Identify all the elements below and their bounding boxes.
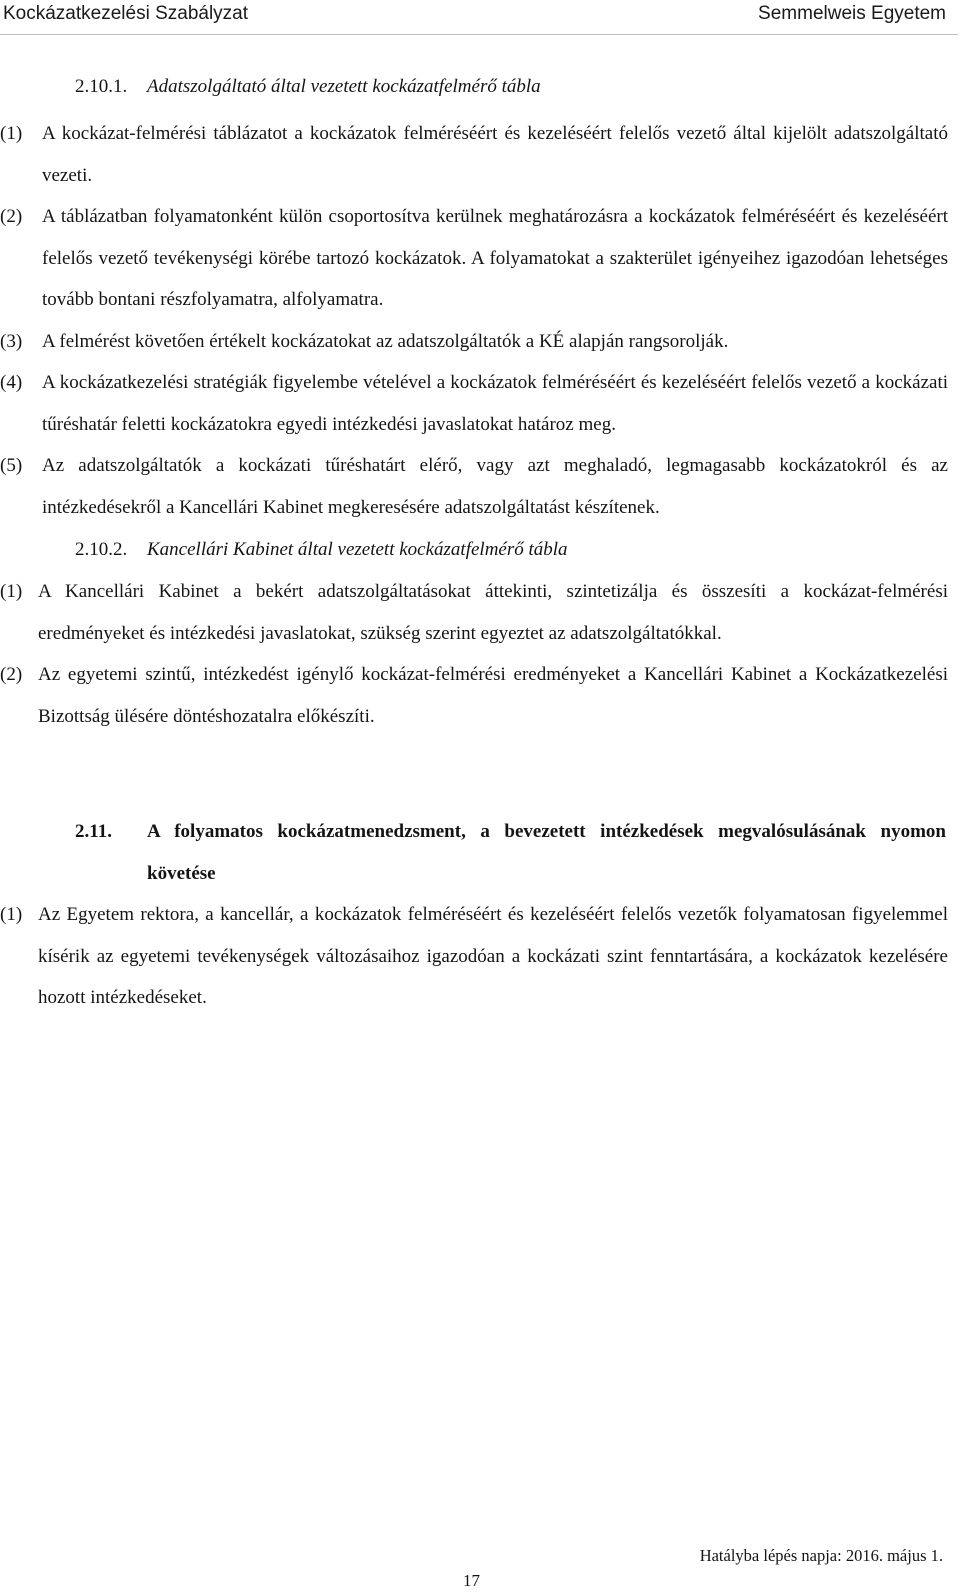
document-body	[0, 62, 960, 1019]
paragraph-marker: (2)	[0, 206, 23, 227]
subsection-title: Adatszolgáltató által vezetett kockázatfelmérő tábla	[147, 76, 541, 97]
subsection-number: 2.10.2.	[75, 539, 128, 560]
paragraph-marker: (2)	[0, 664, 23, 685]
paragraph-text: Az adatszolgáltatók a kockázati tűréshatárt elérő, vagy azt meghaladó, legmagasabb kockázatokról és az intézkedésekről a Kancellári Kabinet megkeresésére adatszolgáltatást készítenek.	[42, 455, 948, 518]
header-divider	[0, 34, 958, 35]
effective-date: Hatályba lépés napja: 2016. május 1.	[699, 1546, 943, 1565]
paragraph-text: A kockázatkezelési stratégiák figyelembe vételével a kockázatok felméréséért és kezeléséért felelős vezető a kockázati tűréshatár feletti kockázatokra egyedi intézkedési javaslatokat határoz meg.	[42, 372, 948, 435]
section-heading	[75, 811, 946, 894]
section-title: A folyamatos kockázatmenedzsment, a bevezetett intézkedések megvalósulásának nyomon követése	[147, 821, 946, 884]
paragraph-marker: (1)	[0, 581, 23, 602]
paragraph-text: A felmérést követően értékelt kockázatokat az adatszolgáltatók a KÉ alapján rangsorolják.	[42, 330, 729, 352]
paragraph-text: Az Egyetem rektora, a kancellár, a kockázatok felméréséért és kezeléséért felelős vezetők folyamatosan figyelemmel kísérik az egyetemi tevékenységek változásaihoz igazodóan a kockázati szint fenntartására, a kockázatok kezelésére hozott intézkedéseket.	[38, 904, 948, 1008]
paragraph	[0, 571, 948, 654]
paragraph	[0, 113, 948, 196]
paragraph	[0, 321, 948, 363]
paragraph-marker: (1)	[0, 123, 23, 144]
institution-name: Semmelweis Egyetem	[758, 3, 946, 24]
paragraph-text: A Kancellári Kabinet a bekért adatszolgáltatásokat áttekinti, szintetizálja és összesíti a kockázat-felmérési eredményeket és intézkedési javaslatokat, szükség szerint egyeztet az adatszolgáltatókkal.	[38, 581, 948, 644]
subsection-title: Kancellári Kabinet által vezetett kockázatfelmérő tábla	[147, 539, 568, 560]
subsection-number: 2.10.1.	[75, 76, 128, 97]
page-header	[0, 0, 960, 38]
document-title: Kockázatkezelési Szabályzat	[3, 3, 249, 24]
paragraph	[0, 362, 948, 445]
paragraph	[0, 445, 948, 528]
paragraph-marker: (5)	[0, 455, 23, 476]
subsection-heading	[75, 536, 960, 563]
subsection-heading	[75, 73, 960, 100]
paragraph	[0, 196, 948, 321]
paragraph	[0, 654, 948, 737]
paragraph-marker: (4)	[0, 372, 23, 393]
paragraph-text: Az egyetemi szintű, intézkedést igénylő kockázat-felmérési eredményeket a Kancellári Kabinet a Kockázatkezelési Bizottság ülésére döntéshozatalra előkészíti.	[38, 664, 948, 727]
page-number: 17	[463, 1571, 480, 1590]
paragraph-marker: (3)	[0, 330, 23, 352]
paragraph	[0, 894, 948, 1019]
paragraph-text: A kockázat-felmérési táblázatot a kockázatok felméréséért és kezeléséért felelős vezető által kijelölt adatszolgáltató vezeti.	[42, 123, 948, 186]
paragraph-marker: (1)	[0, 904, 23, 925]
section-number: 2.11.	[75, 821, 112, 842]
paragraph-text: A táblázatban folyamatonként külön csoportosítva kerülnek meghatározásra a kockázatok felméréséért és kezeléséért felelős vezető tevékenységi körébe tartozó kockázatok. A folyamatokat a szakterület igényeihez igazodóan lehetséges tovább bontani részfolyamatra, alfolyamatra.	[42, 206, 948, 310]
